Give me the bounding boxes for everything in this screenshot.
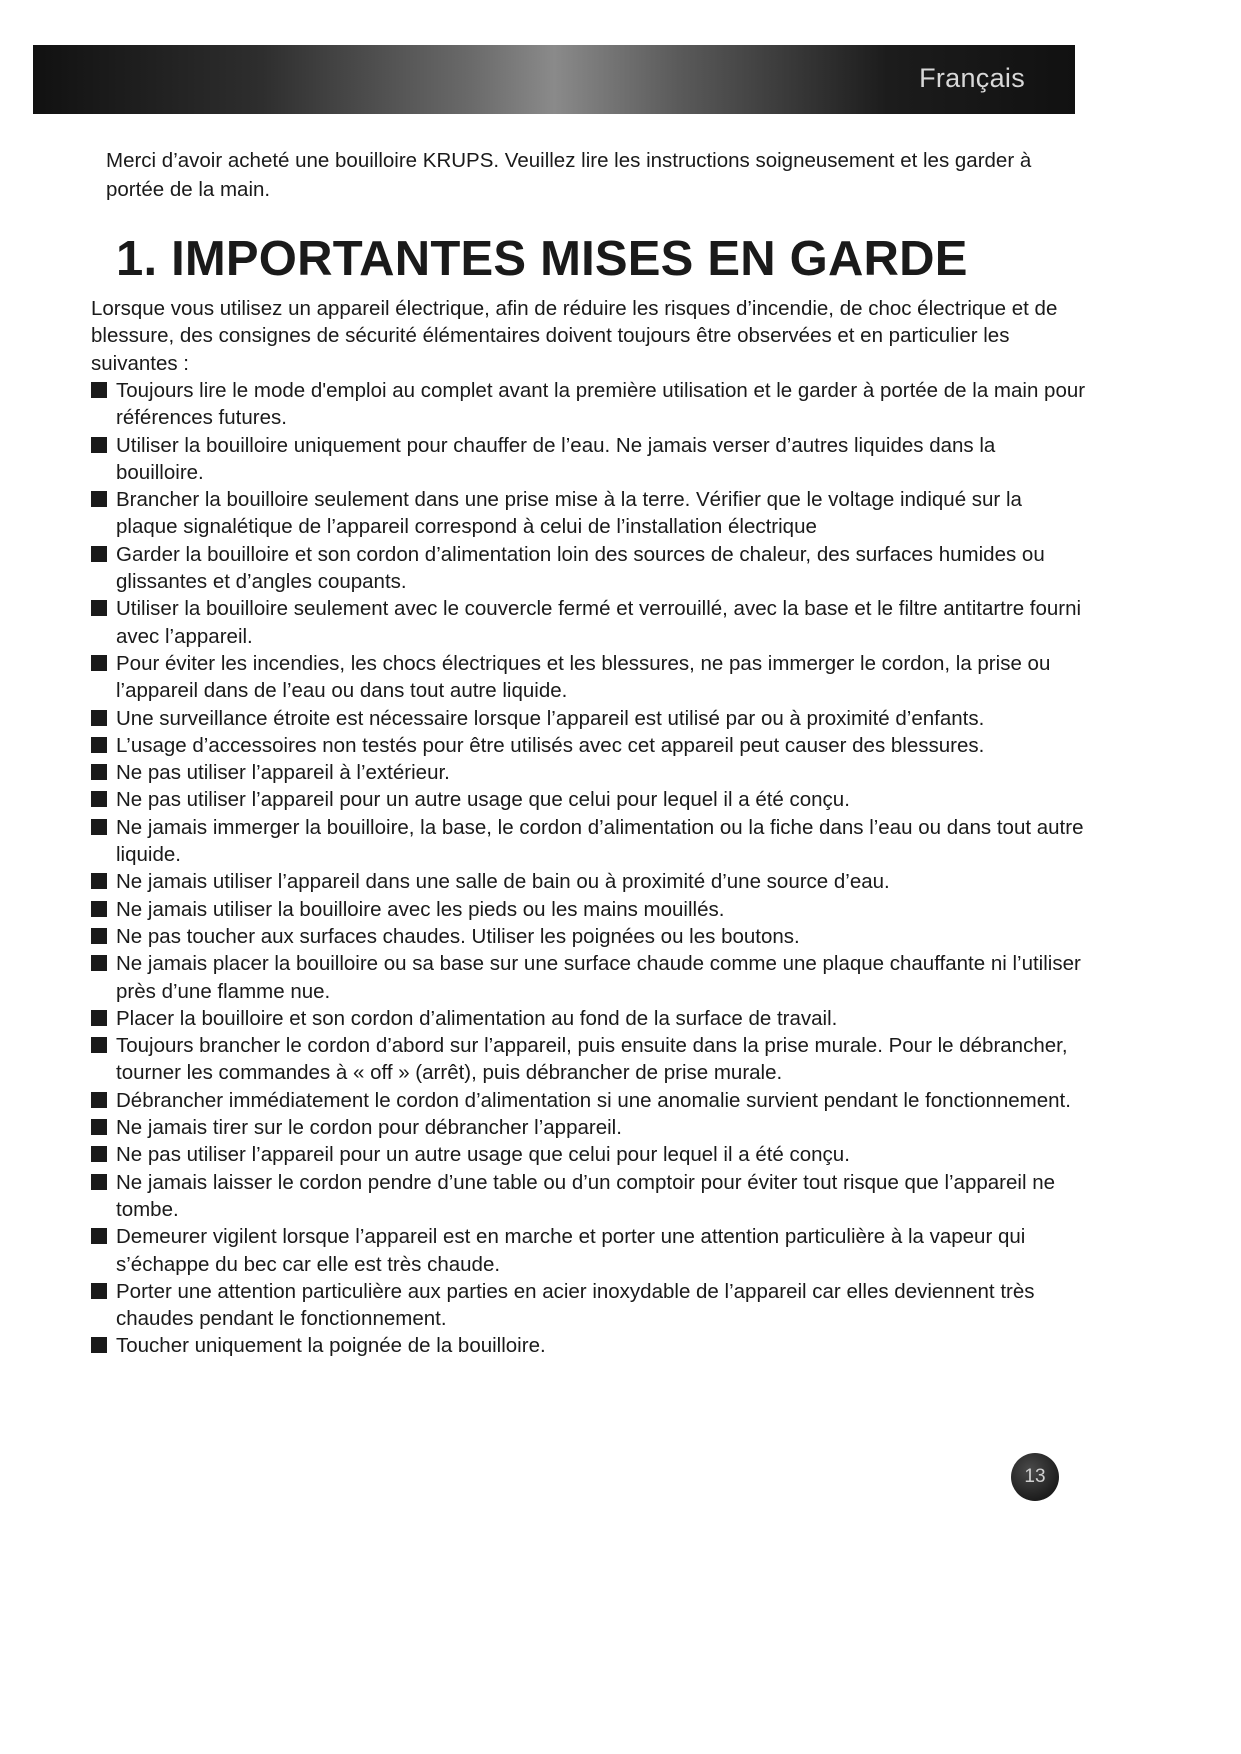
list-item xyxy=(91,595,1086,650)
list-item-text: Pour éviter les incendies, les chocs électriques et les blessures, ne pas immerger le cordon, la prise ou l’appareil dans de l’eau ou dans tout autre liquide. xyxy=(116,651,1051,703)
list-item xyxy=(91,432,1086,487)
square-bullet-icon xyxy=(91,1228,107,1244)
list-item-text: Une surveillance étroite est nécessaire lorsque l’appareil est utilisé par ou à proximité d’enfants. xyxy=(116,706,985,730)
list-item-text: Ne jamais laisser le cordon pendre d’une table ou d’un comptoir pour éviter tout risque que l’appareil ne tombe. xyxy=(116,1170,1055,1221)
list-item xyxy=(91,1114,1086,1141)
list-item xyxy=(91,868,1086,895)
square-bullet-icon xyxy=(91,901,107,917)
square-bullet-icon xyxy=(91,1174,107,1190)
list-item xyxy=(91,1032,1086,1087)
list-item-text: Demeurer vigilent lorsque l’appareil est en marche et porter une attention particulière à la vapeur qui s’échappe du bec car elle est très chaude. xyxy=(116,1225,1026,1276)
list-item xyxy=(91,541,1086,596)
square-bullet-icon xyxy=(91,1283,107,1299)
square-bullet-icon xyxy=(91,1146,107,1162)
list-item xyxy=(91,650,1086,705)
list-item xyxy=(91,705,1086,732)
list-item xyxy=(91,1141,1086,1168)
list-item-text: Toucher uniquement la poignée de la bouilloire. xyxy=(116,1334,546,1358)
list-item-text: Utiliser la bouilloire seulement avec le couvercle fermé et verrouillé, avec la base et le filtre antitartre fourni avec l’appareil. xyxy=(116,597,1082,648)
square-bullet-icon xyxy=(91,600,107,616)
square-bullet-icon xyxy=(91,1337,107,1353)
list-item-text: Brancher la bouilloire seulement dans une prise mise à la terre. Vérifier que le voltage indiqué sur la plaque signalétique de l’appareil correspond à celui de l’installation électrique xyxy=(116,488,1022,539)
square-bullet-icon xyxy=(91,873,107,889)
square-bullet-icon xyxy=(91,491,107,507)
list-item xyxy=(91,1087,1086,1114)
list-item xyxy=(91,377,1086,432)
list-item-text: Ne pas utiliser l’appareil à l’extérieur. xyxy=(116,761,450,785)
warnings-list xyxy=(91,377,1086,1360)
list-item xyxy=(91,814,1086,869)
square-bullet-icon xyxy=(91,710,107,726)
list-item xyxy=(91,486,1086,541)
list-item xyxy=(91,1332,1086,1359)
list-item-text: Toujours brancher le cordon d’abord sur l’appareil, puis ensuite dans la prise murale. Pour le débrancher, tourner les commandes à « off » (arrêt), puis débrancher de prise murale. xyxy=(116,1034,1068,1085)
language-label: Français xyxy=(919,63,1025,93)
list-item-text: Porter une attention particulière aux parties en acier inoxydable de l’appareil car elles deviennent très chaudes pendant le fonctionnement. xyxy=(116,1279,1035,1331)
square-bullet-icon xyxy=(91,1010,107,1026)
list-item xyxy=(91,896,1086,923)
list-item xyxy=(91,732,1086,759)
square-bullet-icon xyxy=(91,928,107,944)
section-lead-paragraph: Lorsque vous utilisez un appareil électrique, afin de réduire les risques d’incendie, de choc électrique et de blessure, des consignes de sécurité élémentaires doivent toujours être observées et en particulier les suivantes : xyxy=(91,297,1058,375)
list-item xyxy=(91,1278,1086,1333)
square-bullet-icon xyxy=(91,791,107,807)
list-item xyxy=(91,923,1086,950)
list-item-text: Débrancher immédiatement le cordon d’alimentation si une anomalie survient pendant le fonctionnement. xyxy=(116,1088,1071,1112)
square-bullet-icon xyxy=(91,382,107,398)
list-item-text: Ne jamais utiliser l’appareil dans une salle de bain ou à proximité d’une source d’eau. xyxy=(116,870,890,894)
list-item-text: Toujours lire le mode d'emploi au complet avant la première utilisation et le garder à portée de la main pour références futures. xyxy=(116,379,1086,430)
list-item-text: Ne jamais utiliser la bouilloire avec les pieds ou les mains mouillés. xyxy=(116,897,725,921)
square-bullet-icon xyxy=(91,437,107,453)
list-item-text: Ne pas toucher aux surfaces chaudes. Utiliser les poignées ou les boutons. xyxy=(116,924,800,948)
square-bullet-icon xyxy=(91,764,107,780)
square-bullet-icon xyxy=(91,1119,107,1135)
list-item xyxy=(91,759,1086,786)
list-item-text: Placer la bouilloire et son cordon d’alimentation au fond de la surface de travail. xyxy=(116,1006,838,1030)
list-item-text: Ne jamais immerger la bouilloire, la base, le cordon d’alimentation ou la fiche dans l’eau ou dans tout autre liquide. xyxy=(116,815,1084,867)
square-bullet-icon xyxy=(91,1037,107,1053)
list-item-text: Utiliser la bouilloire uniquement pour chauffer de l’eau. Ne jamais verser d’autres liquides dans la bouilloire. xyxy=(116,433,996,484)
list-item-text: Garder la bouilloire et son cordon d’alimentation loin des sources de chaleur, des surfaces humides ou glissantes et d’angles coupants. xyxy=(116,542,1045,594)
list-item xyxy=(91,950,1086,1005)
intro-paragraph: Merci d’avoir acheté une bouilloire KRUPS. Veuillez lire les instructions soigneusement et les garder à portée de la main. xyxy=(106,149,1032,201)
list-item xyxy=(91,786,1086,813)
header-bar xyxy=(33,45,1075,114)
list-item xyxy=(91,1223,1086,1278)
section-title: 1. IMPORTANTES MISES EN GARDE xyxy=(116,232,968,286)
square-bullet-icon xyxy=(91,737,107,753)
square-bullet-icon xyxy=(91,819,107,835)
list-item-text: Ne jamais placer la bouilloire ou sa base sur une surface chaude comme une plaque chauffante ni l’utiliser près d’une flamme nue. xyxy=(116,952,1081,1003)
list-item xyxy=(91,1169,1086,1224)
list-item-text: Ne pas utiliser l’appareil pour un autre usage que celui pour lequel il a été conçu. xyxy=(116,788,850,812)
square-bullet-icon xyxy=(91,955,107,971)
square-bullet-icon xyxy=(91,546,107,562)
list-item-text: Ne jamais tirer sur le cordon pour débrancher l’appareil. xyxy=(116,1116,622,1140)
list-item-text: L’usage d’accessoires non testés pour être utilisés avec cet appareil peut causer des blessures. xyxy=(116,733,985,757)
list-item-text: Ne pas utiliser l’appareil pour un autre usage que celui pour lequel il a été conçu. xyxy=(116,1143,850,1167)
page-number-badge: 13 xyxy=(1011,1453,1059,1501)
square-bullet-icon xyxy=(91,655,107,671)
square-bullet-icon xyxy=(91,1092,107,1108)
list-item xyxy=(91,1005,1086,1032)
